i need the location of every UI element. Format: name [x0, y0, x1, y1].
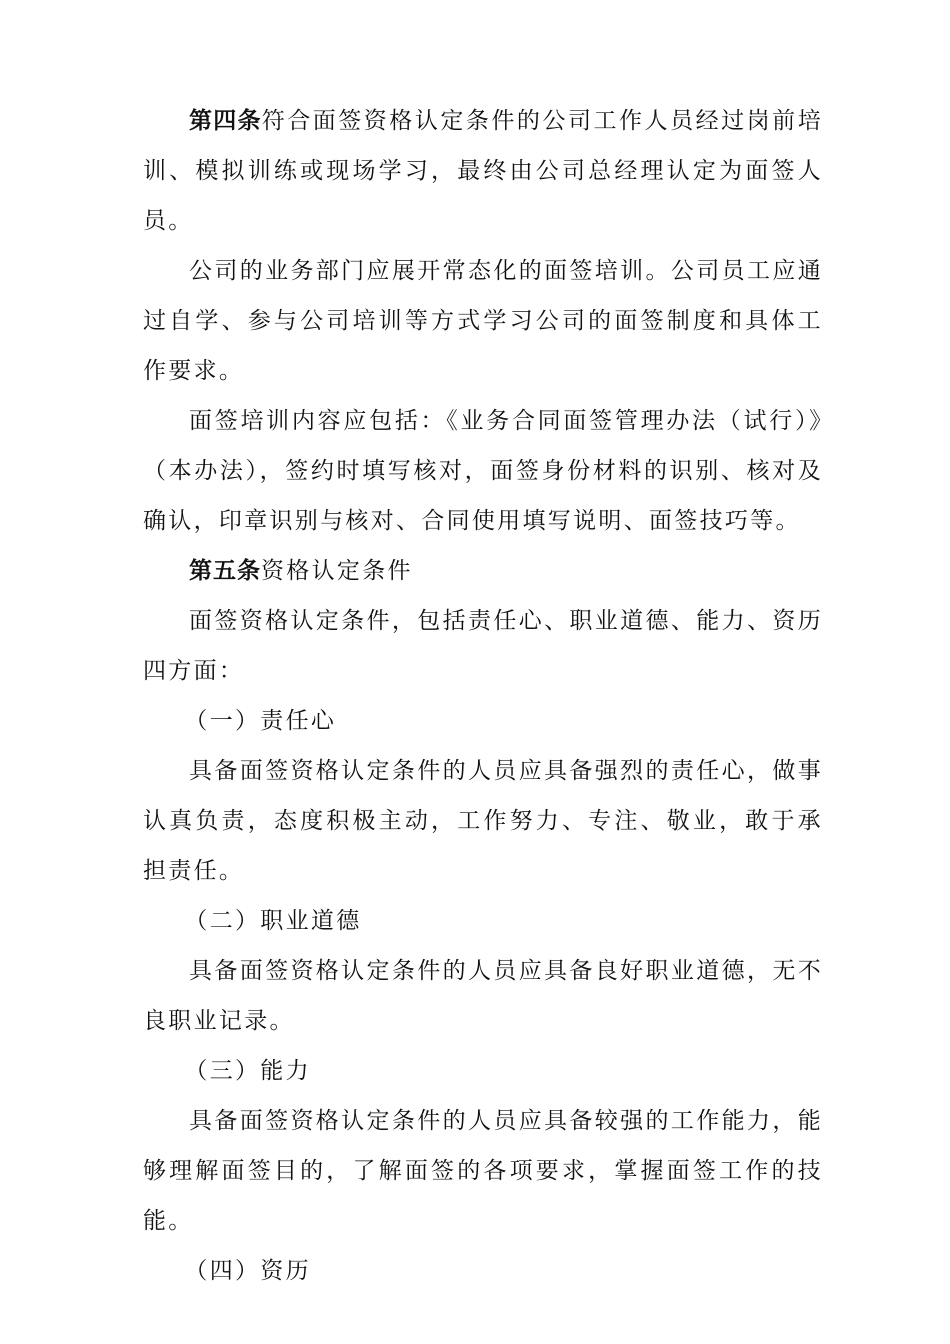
item-3-title: （三）能力	[184, 1058, 311, 1084]
item-1-text: 具备面签资格认定条件的人员应具备强烈的责任心，做事认真负责，态度积极主动，工作努力、专注、敬业，敢于承担责任。	[143, 758, 823, 884]
item-3-text: 具备面签资格认定条件的人员应具备较强的工作能力，能够理解面签目的，了解面签的各项要求，掌握面签工作的技能。	[143, 1108, 823, 1234]
training-paragraph: 公司的业务部门应展开常态化的面签培训。公司员工应通过自学、参与公司培训等方式学习公司的面签制度和具体工作要求。	[143, 258, 823, 384]
article-4-paragraph	[143, 96, 823, 246]
article-4-heading: 第四条	[189, 108, 262, 134]
item-4-title: （四）资历	[184, 1258, 311, 1284]
item-2-text: 具备面签资格认定条件的人员应具备良好职业道德，无不良职业记录。	[143, 958, 823, 1034]
training-content-paragraph: 面签培训内容应包括：《业务合同面签管理办法（试行）》（本办法），签约时填写核对，面签身份材料的识别、核对及确认，印章识别与核对、合同使用填写说明、面签技巧等。	[143, 408, 823, 534]
article-5-paragraph	[143, 546, 823, 596]
article-5-text: 资格认定条件	[261, 558, 413, 584]
item-1-title: （一）责任心	[184, 708, 337, 734]
conditions-paragraph: 面签资格认定条件，包括责任心、职业道德、能力、资历四方面：	[143, 608, 823, 684]
item-2-title: （二）职业道德	[184, 908, 362, 934]
article-4-text: 符合面签资格认定条件的公司工作人员经过岗前培训、模拟训练或现场学习，最终由公司总经理认定为面签人员。	[143, 108, 824, 234]
article-5-heading: 第五条	[189, 558, 261, 584]
document-body	[143, 96, 823, 1296]
